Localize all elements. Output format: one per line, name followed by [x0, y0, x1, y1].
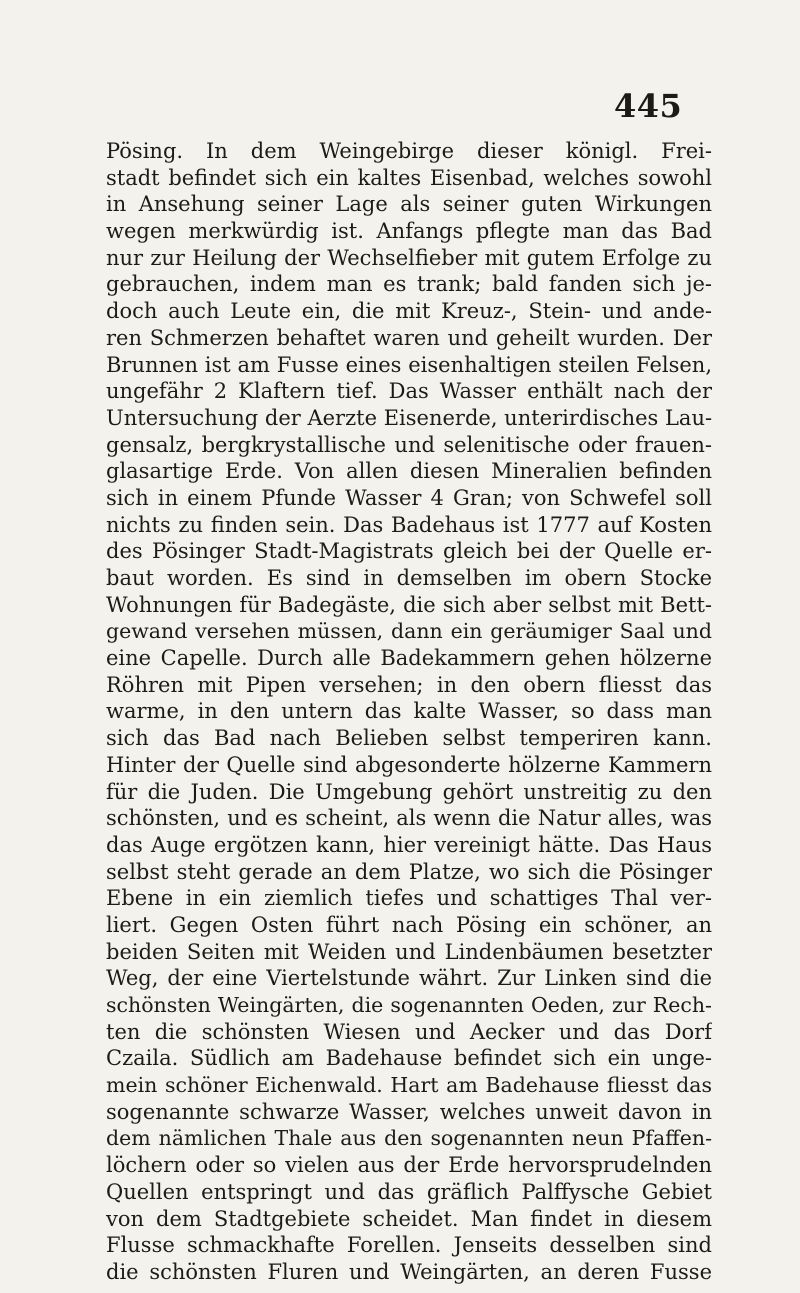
- text-line: Hinter der Quelle sind abgesonderte hölzerne Kammern: [106, 752, 712, 777]
- text-line: löchern oder so vielen aus der Erde hervorsprudelnden: [106, 1153, 712, 1178]
- text-line: des Pösinger Stadt-Magistrats gleich bei der Quelle er-: [106, 539, 712, 564]
- text-line: ren Schmerzen behaftet waren und geheilt wurden. Der: [106, 325, 712, 350]
- text-line: eine Capelle. Durch alle Badekammern gehen hölzerne: [106, 646, 712, 671]
- text-line: gensalz, bergkrystallische und selenitische oder frauen-: [106, 432, 712, 457]
- text-line: mein schöner Eichenwald. Hart am Badehause fliesst das: [106, 1073, 712, 1098]
- text-line: gewand versehen müssen, dann ein geräumiger Saal und: [106, 619, 712, 644]
- text-line: stadt befindet sich ein kaltes Eisenbad, welches sowohl: [106, 165, 712, 190]
- text-line: Czaila. Südlich am Badehause befindet sich ein unge-: [106, 1046, 712, 1071]
- text-line: dem nämlichen Thale aus den sogenannten neun Pfaffen-: [106, 1126, 712, 1151]
- text-line: selbst steht gerade an dem Platze, wo sich die Pösinger: [106, 859, 712, 884]
- text-line: Weg, der eine Viertelstunde währt. Zur Linken sind die: [106, 966, 712, 991]
- text-line: Pösing. In dem Weingebirge dieser königl. Frei-: [106, 139, 712, 163]
- text-line: nur zur Heilung der Wechselfieber mit gutem Erfolge zu: [106, 245, 712, 270]
- text-line: von dem Stadtgebiete scheidet. Man findet in diesem: [106, 1206, 712, 1231]
- text-line: Ebene in ein ziemlich tiefes und schattiges Thal ver-: [106, 886, 712, 911]
- text-line: ungefähr 2 Klaftern tief. Das Wasser enthält nach der: [106, 379, 712, 404]
- text-line: gebrauchen, indem man es trank; bald fanden sich je-: [106, 272, 712, 297]
- text-line: sich in einem Pfunde Wasser 4 Gran; von Schwefel soll: [106, 485, 712, 510]
- text-line: Flusse schmackhafte Forellen. Jenseits desselben sind: [106, 1233, 712, 1258]
- text-line: beiden Seiten mit Weiden und Lindenbäumen besetzter: [106, 939, 712, 964]
- text-line: schönsten Weingärten, die sogenannten Oeden, zur Rech-: [106, 993, 712, 1017]
- text-line: schönsten, und es scheint, als wenn die Natur alles, was: [106, 806, 712, 831]
- text-line: Röhren mit Pipen versehen; in den obern fliesst das: [106, 672, 712, 697]
- text-line: baut worden. Es sind in demselben im obern Stocke: [106, 566, 712, 590]
- text-line: Quellen entspringt und das gräflich Palffysche Gebiet: [106, 1179, 712, 1204]
- text-line: die schönsten Fluren und Weingärten, an deren Fusse: [106, 1259, 712, 1284]
- text-line: für die Juden. Die Umgebung gehört unstreitig zu den: [106, 779, 712, 804]
- text-line: Brunnen ist am Fusse eines eisenhaltigen steilen Felsen,: [106, 352, 712, 377]
- text-line: Untersuchung der Aerzte Eisenerde, unterirdisches Lau-: [106, 405, 712, 430]
- text-line: doch auch Leute ein, die mit Kreuz-, Stein- und ande-: [106, 299, 712, 324]
- text-line: liert. Gegen Osten führt nach Pösing ein schöner, an: [106, 912, 712, 937]
- text-line: in Ansehung seiner Lage als seiner guten Wirkungen: [106, 192, 712, 217]
- text-line: sogenannte schwarze Wasser, welches unweit davon in: [106, 1099, 712, 1124]
- text-line: wegen merkwürdig ist. Anfangs pflegte man das Bad: [106, 219, 712, 244]
- text-line: glasartige Erde. Von allen diesen Mineralien befinden: [106, 459, 712, 484]
- text-line: ten die schönsten Wiesen und Aecker und das Dorf: [106, 1019, 712, 1044]
- page-number: 445: [614, 87, 683, 125]
- text-line: das Auge ergötzen kann, hier vereinigt hätte. Das Haus: [106, 832, 712, 857]
- text-line: sich das Bad nach Belieben selbst temperiren kann.: [106, 726, 712, 751]
- body-text: [106, 138, 712, 1286]
- text-line: Wohnungen für Badegäste, die sich aber selbst mit Bett-: [106, 592, 712, 617]
- text-line: nichts zu finden sein. Das Badehaus ist 1777 auf Kosten: [106, 512, 712, 537]
- text-line: warme, in den untern das kalte Wasser, so dass man: [106, 699, 712, 724]
